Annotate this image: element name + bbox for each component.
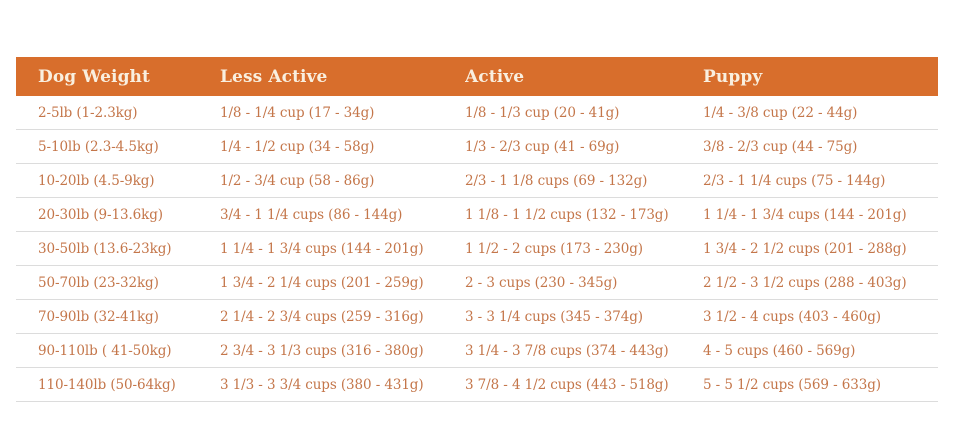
table-row [16,300,938,334]
table-cell: 1 1/4 - 1 3/4 cups (144 - 201g) [703,206,907,223]
table-cell: 2 3/4 - 3 1/3 cups (316 - 380g) [220,342,424,359]
table-cell: 1 1/4 - 1 3/4 cups (144 - 201g) [220,240,424,257]
table-row [16,266,938,300]
table-cell: 1/3 - 2/3 cup (41 - 69g) [465,138,620,155]
table-cell: 3 1/4 - 3 7/8 cups (374 - 443g) [465,342,669,359]
table-cell: 1/2 - 3/4 cup (58 - 86g) [220,172,375,189]
table-cell: 1/8 - 1/3 cup (20 - 41g) [465,104,620,121]
table-cell: 1/8 - 1/4 cup (17 - 34g) [220,104,375,121]
table-cell: 2/3 - 1 1/8 cups (69 - 132g) [465,172,648,189]
table-header-row [16,57,938,96]
table-cell: 70-90lb (32-41kg) [38,308,159,325]
table-cell: 1 3/4 - 2 1/4 cups (201 - 259g) [220,274,424,291]
dog-feeding-guide-table [16,57,938,402]
table-row [16,198,938,232]
table-cell: 2 - 3 cups (230 - 345g) [465,274,618,291]
table-cell: 3 7/8 - 4 1/2 cups (443 - 518g) [465,376,669,393]
table-row [16,164,938,198]
table-cell: 5 - 5 1/2 cups (569 - 633g) [703,376,881,393]
table-cell: 10-20lb (4.5-9kg) [38,172,155,189]
table-cell: 90-110lb ( 41-50kg) [38,342,172,359]
table-cell: 1/4 - 3/8 cup (22 - 44g) [703,104,858,121]
table-cell: 3 1/2 - 4 cups (403 - 460g) [703,308,881,325]
table-cell: 4 - 5 cups (460 - 569g) [703,342,856,359]
table-cell: 2 1/4 - 2 3/4 cups (259 - 316g) [220,308,424,325]
table-cell: 2 1/2 - 3 1/2 cups (288 - 403g) [703,274,907,291]
table-cell: 2-5lb (1-2.3kg) [38,104,138,121]
table-cell: 3/4 - 1 1/4 cups (86 - 144g) [220,206,403,223]
table-cell: 3/8 - 2/3 cup (44 - 75g) [703,138,858,155]
column-header-dog-weight: Dog Weight [38,66,150,87]
table-row [16,130,938,164]
table-cell: 1 1/2 - 2 cups (173 - 230g) [465,240,643,257]
table-cell: 5-10lb (2.3-4.5kg) [38,138,159,155]
table-row [16,232,938,266]
table-cell: 2/3 - 1 1/4 cups (75 - 144g) [703,172,886,189]
table-cell: 3 1/3 - 3 3/4 cups (380 - 431g) [220,376,424,393]
table-body [16,96,938,402]
table-cell: 50-70lb (23-32kg) [38,274,159,291]
column-header-less-active: Less Active [220,66,328,87]
table-cell: 1 3/4 - 2 1/2 cups (201 - 288g) [703,240,907,257]
table-cell: 110-140lb (50-64kg) [38,376,176,393]
column-header-active: Active [465,66,525,87]
table-cell: 3 - 3 1/4 cups (345 - 374g) [465,308,643,325]
table-row [16,96,938,130]
table-cell: 30-50lb (13.6-23kg) [38,240,172,257]
table-cell: 20-30lb (9-13.6kg) [38,206,163,223]
table-row [16,334,938,368]
table-row [16,368,938,402]
table-cell: 1/4 - 1/2 cup (34 - 58g) [220,138,375,155]
column-header-puppy: Puppy [703,66,763,87]
table-cell: 1 1/8 - 1 1/2 cups (132 - 173g) [465,206,669,223]
